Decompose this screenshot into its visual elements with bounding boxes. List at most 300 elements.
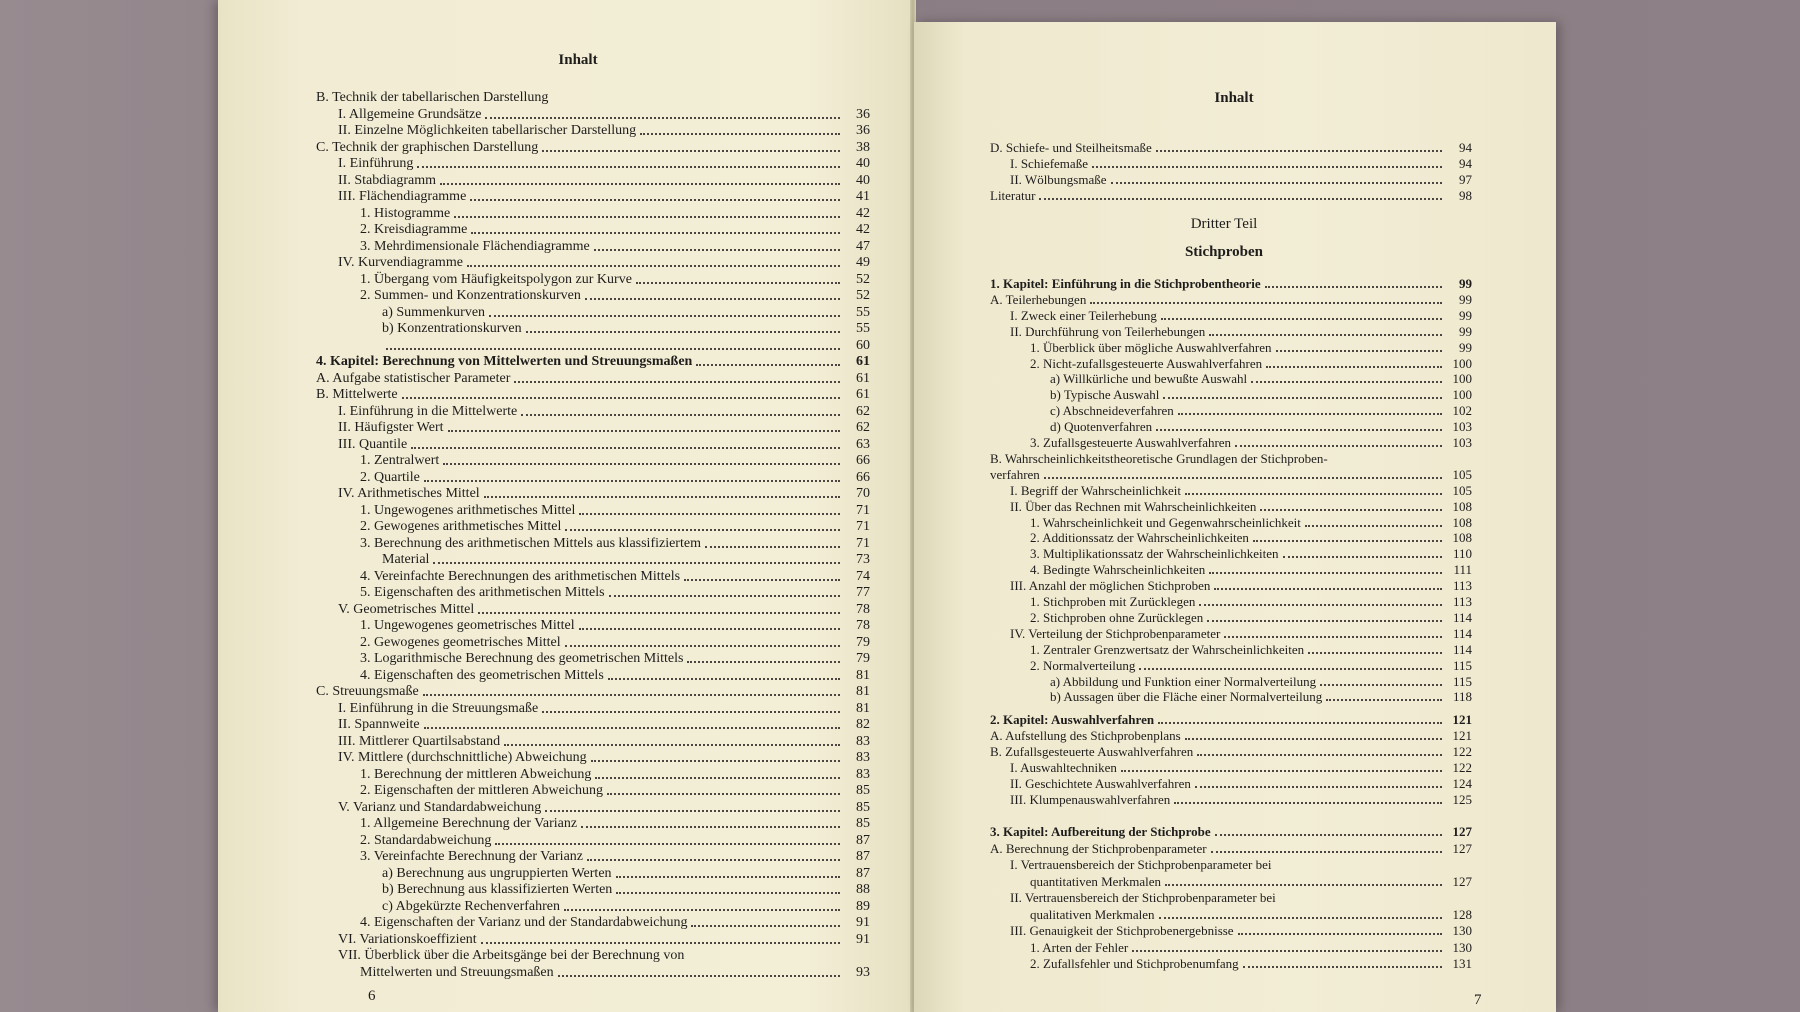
toc-entry-label: 3. Logarithmische Berechnung des geometrischen Mittels (360, 651, 684, 666)
toc-entry-page: 108 (1452, 498, 1472, 514)
toc-entry-page: 94 (1459, 156, 1472, 171)
toc-entry-page: 113 (1452, 594, 1472, 609)
toc-entry-label: 2. Additionssatz der Wahrscheinlichkeiten (1030, 530, 1249, 546)
toc-entry-label: 4. Vereinfachte Berechnungen des arithmetischen Mittels (360, 568, 681, 584)
toc-entry-label: 2. Quartile (360, 469, 420, 485)
toc-leader-dots (1195, 786, 1442, 788)
toc-leader-dots (467, 265, 840, 267)
toc-entry (1030, 940, 1472, 956)
toc-entry-page: 85 (856, 799, 870, 815)
toc-entry-label: a) Abbildung und Funktion einer Normalverteilung (1050, 673, 1317, 689)
toc-entry-page: 87 (856, 849, 870, 864)
toc-entry-label: B. Technik der tabellarischen Darstellung (316, 90, 549, 105)
toc-entry-label: II. Wölbungsmaße (1010, 172, 1107, 187)
toc-entry-label: b) Aussagen über die Fläche einer Normalverteilung (1050, 689, 1323, 705)
toc-entry (338, 717, 870, 733)
toc-entry (360, 816, 870, 832)
toc-entry (360, 503, 870, 519)
toc-entry (338, 255, 870, 271)
toc-entry-page: 93 (856, 964, 870, 980)
toc-leader-dots (1308, 652, 1442, 654)
toc-entry (360, 222, 870, 238)
toc-entry (990, 188, 1472, 204)
toc-leader-dots (565, 529, 840, 531)
toc-entry-label: A. Teilerhebungen (990, 291, 1087, 307)
toc-entry-label: b) Typische Auswahl (1050, 387, 1160, 403)
toc-entry-page: 62 (856, 420, 870, 435)
toc-entry (1010, 857, 1472, 873)
toc-leader-dots (564, 909, 840, 911)
toc-entry (316, 354, 870, 370)
toc-entry (360, 767, 870, 783)
toc-entry (360, 288, 870, 304)
toc-entry (338, 156, 870, 172)
toc-entry-label: 1. Überblick über mögliche Auswahlverfahren (1030, 339, 1272, 355)
toc-entry-label: 1. Stichproben mit Zurücklegen (1030, 594, 1196, 609)
toc-entry-label: 4. Eigenschaften der Varianz und der Standardabweichung (360, 915, 688, 930)
toc-entry-label: 3. Zufallsgesteuerte Auswahlverfahren (1030, 435, 1232, 450)
toc-leader-dots (585, 298, 840, 300)
toc-entry-page: 121 (1452, 712, 1472, 727)
toc-entry-page: 49 (856, 255, 870, 270)
toc-entry (360, 668, 870, 684)
toc-entry (360, 618, 870, 634)
toc-entry-page: 108 (1452, 514, 1472, 530)
part-title: Dritter Teil (1190, 216, 1258, 232)
toc-entry-page: 98 (1459, 188, 1472, 203)
toc-entry-page: 85 (856, 783, 870, 798)
toc-entry-label: VI. Variationskoeffizient (338, 931, 477, 947)
toc-entry-page: 81 (856, 700, 870, 716)
left-page-number: 6 (368, 988, 376, 1004)
toc-entry-page: 115 (1452, 657, 1472, 673)
toc-leader-dots (1214, 588, 1442, 590)
toc-entry-label: III. Genauigkeit der Stichprobenergebnisse (1010, 923, 1234, 938)
toc-entry (338, 189, 870, 205)
toc-entry-label: IV. Kurvendiagramme (338, 255, 463, 270)
toc-entry-label: 5. Eigenschaften des arithmetischen Mittels (360, 585, 605, 600)
toc-entry (316, 387, 870, 403)
toc-entry-label: 2. Kreisdiagramme (360, 222, 468, 237)
toc-entry-page: 103 (1452, 435, 1472, 450)
toc-leader-dots (1161, 318, 1442, 320)
toc-entry-label: III. Flächendiagramme (338, 189, 467, 204)
toc-entry-label: C. Streuungsmaße (316, 684, 419, 699)
toc-leader-dots (1165, 884, 1442, 886)
toc-entry-page: 82 (856, 717, 870, 732)
toc-entry (316, 371, 870, 387)
toc-entry-label: A. Berechnung der Stichprobenparameter (990, 840, 1207, 856)
toc-entry-page: 122 (1452, 760, 1472, 775)
toc-entry (990, 276, 1472, 292)
toc-entry (1050, 387, 1472, 403)
toc-leader-dots (640, 133, 840, 135)
toc-leader-dots (526, 331, 840, 333)
toc-entry-label: IV. Verteilung der Stichprobenparameter (1010, 625, 1221, 641)
toc-entry (316, 90, 870, 106)
toc-entry-page: 78 (856, 601, 870, 617)
toc-entry-label: 2. Gewogenes geometrisches Mittel (360, 634, 561, 650)
toc-entry-page: 81 (856, 667, 870, 683)
toc-entry (1010, 626, 1472, 642)
toc-entry-label: V. Varianz und Standardabweichung (338, 799, 542, 815)
toc-entry-page: 105 (1452, 482, 1472, 498)
toc-leader-dots (484, 496, 840, 498)
toc-entry-label: A. Aufstellung des Stichprobenplans (990, 728, 1181, 743)
toc-entry (990, 744, 1472, 760)
toc-entry-label: b) Konzentrationskurven (382, 321, 522, 336)
toc-entry-page: 66 (856, 453, 870, 468)
toc-entry-label: I. Zweck einer Teilerhebung (1010, 307, 1157, 323)
toc-entry (990, 824, 1472, 840)
toc-entry (338, 173, 870, 189)
toc-entry-label: qualitativen Merkmalen (1030, 906, 1155, 922)
toc-entry (1030, 356, 1472, 372)
toc-entry (1010, 890, 1472, 906)
toc-entry (1010, 923, 1472, 939)
toc-entry-page: 83 (856, 750, 870, 765)
toc-entry-page: 74 (856, 568, 870, 584)
toc-leader-dots (1121, 770, 1442, 772)
toc-leader-dots (471, 232, 840, 234)
right-page-number: 7 (1474, 992, 1482, 1008)
toc-entry-page: 42 (856, 222, 870, 237)
toc-entry-page: 36 (856, 106, 870, 122)
toc-entry (382, 899, 870, 915)
toc-entry-page: 79 (856, 651, 870, 666)
toc-entry-label: 1. Allgemeine Berechnung der Varianz (360, 816, 578, 831)
toc-leader-dots (1215, 834, 1442, 836)
toc-entry-label: a) Willkürliche und bewußte Auswahl (1050, 371, 1248, 387)
toc-entry (360, 833, 870, 849)
toc-leader-dots (1238, 933, 1442, 935)
part-subtitle: Stichproben (1184, 244, 1264, 260)
toc-entry (316, 140, 870, 156)
toc-entry-page: 83 (856, 733, 870, 749)
toc-leader-dots (542, 711, 840, 713)
toc-entry-label: 3. Vereinfachte Berechnung der Varianz (360, 849, 583, 864)
toc-leader-dots (636, 282, 840, 284)
toc-entry-label: 2. Standardabweichung (360, 832, 492, 848)
toc-entry-label: 3. Berechnung des arithmetischen Mittels aus klassifiziertem (360, 535, 701, 551)
toc-leader-dots (454, 216, 840, 218)
toc-entry (1030, 874, 1472, 890)
toc-leader-dots (616, 876, 840, 878)
toc-entry (990, 451, 1472, 467)
toc-leader-dots (1326, 699, 1442, 701)
toc-entry (382, 552, 870, 568)
toc-entry-label: 2. Kapitel: Auswahlverfahren (990, 712, 1155, 727)
toc-entry-label: 1. Übergang vom Häufigkeitspolygon zur Kurve (360, 271, 632, 287)
toc-entry-label: 1. Zentralwert (360, 453, 440, 468)
toc-leader-dots (495, 843, 840, 845)
toc-entry-page: 128 (1452, 906, 1472, 922)
toc-entry-page: 71 (856, 535, 870, 551)
toc-entry (338, 932, 870, 948)
toc-entry (1030, 610, 1472, 626)
toc-leader-dots (521, 414, 840, 416)
toc-entry-page: 42 (856, 205, 870, 221)
toc-entry (360, 783, 870, 799)
toc-leader-dots (504, 744, 840, 746)
toc-entry-page: 105 (1452, 466, 1472, 482)
toc-entry-page: 110 (1452, 546, 1472, 562)
toc-leader-dots (1156, 150, 1442, 152)
toc-entry-page: 71 (856, 519, 870, 534)
toc-entry (360, 470, 870, 486)
toc-entry-label: 1. Wahrscheinlichkeit und Gegenwahrscheinlichkeit (1030, 514, 1301, 530)
toc-entry-page: 85 (856, 816, 870, 831)
toc-entry (382, 338, 870, 354)
toc-entry (1030, 530, 1472, 546)
toc-leader-dots (1158, 722, 1442, 724)
toc-entry-label: 1. Arten der Fehler (1030, 939, 1129, 955)
toc-entry-label: I. Schiefemaße (1010, 156, 1088, 171)
toc-leader-dots (424, 727, 840, 729)
toc-leader-dots (545, 810, 840, 812)
toc-leader-dots (1156, 429, 1442, 431)
toc-leader-dots (1174, 802, 1442, 804)
toc-entry-page: 113 (1452, 578, 1472, 594)
toc-entry (360, 585, 870, 601)
toc-leader-dots (1253, 540, 1442, 542)
toc-leader-dots (579, 628, 840, 630)
toc-leader-dots (595, 777, 840, 779)
toc-entry-label: II. Über das Rechnen mit Wahrscheinlichkeiten (1010, 498, 1257, 514)
toc-entry (1030, 340, 1472, 356)
toc-entry-label: B. Wahrscheinlichkeitstheoretische Grundlagen der Stichproben- (990, 450, 1328, 466)
toc-leader-dots (1199, 604, 1442, 606)
toc-entry-page: 131 (1452, 956, 1472, 971)
toc-leader-dots (1111, 182, 1442, 184)
toc-entry (1030, 594, 1472, 610)
toc-leader-dots (485, 117, 840, 119)
toc-entry-page: 79 (856, 634, 870, 650)
toc-entry (1010, 760, 1472, 776)
toc-entry (1010, 776, 1472, 792)
toc-leader-dots (1260, 509, 1442, 511)
toc-entry-page: 130 (1452, 939, 1472, 955)
toc-entry-page: 125 (1452, 792, 1472, 807)
toc-leader-dots (423, 694, 840, 696)
toc-entry-page: 99 (1459, 323, 1472, 339)
toc-entry (338, 750, 870, 766)
toc-entry (360, 569, 870, 585)
toc-leader-dots (440, 183, 840, 185)
toc-entry-label: Literatur (990, 188, 1036, 203)
toc-entry (1010, 483, 1472, 499)
toc-entry-page: 73 (856, 552, 870, 567)
toc-entry-label: 1. Ungewogenes geometrisches Mittel (360, 618, 575, 633)
toc-leader-dots (1276, 350, 1442, 352)
toc-leader-dots (1092, 166, 1442, 168)
toc-entry (1010, 324, 1472, 340)
toc-leader-dots (402, 397, 840, 399)
toc-entry-label: verfahren (990, 466, 1040, 482)
toc-entry (360, 239, 870, 255)
toc-entry (338, 420, 870, 436)
toc-entry-label: c) Abschneideverfahren (1050, 403, 1174, 419)
toc-entry-page: 100 (1452, 387, 1472, 403)
toc-entry-page: 91 (856, 915, 870, 930)
toc-entry-label: V. Geometrisches Mittel (338, 601, 475, 617)
toc-entry-page: 127 (1452, 840, 1472, 856)
toc-leader-dots (1224, 636, 1442, 638)
toc-entry-label: C. Technik der graphischen Darstellung (316, 139, 539, 155)
toc-entry-label: c) Abgekürzte Rechenverfahren (382, 898, 561, 914)
toc-leader-dots (443, 463, 840, 465)
toc-entry-page: 66 (856, 469, 870, 485)
toc-entry (1030, 956, 1472, 972)
toc-entry-label: III. Anzahl der möglichen Stichproben (1010, 578, 1211, 594)
toc-entry-page: 61 (856, 370, 870, 386)
toc-entry-page: 55 (856, 321, 870, 336)
toc-entry-page: 94 (1459, 140, 1472, 155)
toc-entry (360, 915, 870, 931)
toc-leader-dots (481, 942, 840, 944)
toc-entry-page: 52 (856, 288, 870, 303)
toc-entry (338, 701, 870, 717)
toc-entry-page: 62 (856, 403, 870, 419)
toc-entry (316, 684, 870, 700)
toc-entry-page: 122 (1452, 744, 1472, 759)
toc-leader-dots (1211, 851, 1442, 853)
toc-entry-label: II. Vertrauensbereich der Stichprobenparameter bei (1010, 890, 1276, 905)
toc-entry-page: 60 (856, 337, 870, 353)
toc-leader-dots (1283, 556, 1442, 558)
toc-entry (1050, 689, 1472, 705)
toc-entry (360, 635, 870, 651)
toc-entry (1030, 642, 1472, 658)
toc-entry-label: III. Mittlerer Quartilsabstand (338, 733, 501, 749)
toc-leader-dots (1207, 620, 1442, 622)
toc-leader-dots (1178, 413, 1442, 415)
toc-entry-page: 114 (1452, 625, 1472, 641)
toc-entry-label: 2. Gewogenes arithmetisches Mittel (360, 519, 562, 534)
toc-entry-label: I. Vertrauensbereich der Stichprobenparameter bei (1010, 857, 1272, 872)
toc-leader-dots (1265, 286, 1442, 288)
left-page-header: Inhalt (558, 52, 598, 68)
toc-entry-page: 78 (856, 618, 870, 633)
toc-entry-page: 99 (1459, 291, 1472, 307)
toc-leader-dots (591, 760, 840, 762)
toc-entry (338, 734, 870, 750)
toc-entry-label: Material (382, 552, 430, 567)
toc-entry-label: 2. Eigenschaften der mittleren Abweichung (360, 783, 603, 798)
toc-entry-label: II. Einzelne Möglichkeiten tabellarischer Darstellung (338, 123, 637, 138)
toc-entry-page: 100 (1452, 355, 1472, 371)
toc-entry-page: 77 (856, 585, 870, 600)
toc-leader-dots (607, 793, 840, 795)
toc-entry (338, 404, 870, 420)
toc-leader-dots (687, 661, 840, 663)
toc-leader-dots (1185, 738, 1442, 740)
toc-entry-page: 127 (1452, 824, 1472, 839)
left-page (218, 0, 912, 1012)
toc-entry-page: 41 (856, 189, 870, 204)
toc-entry-page: 111 (1453, 562, 1472, 578)
toc-entry-label: I. Einführung in die Mittelwerte (338, 403, 518, 419)
toc-entry-page: 114 (1452, 641, 1472, 657)
toc-leader-dots (1159, 917, 1442, 919)
toc-leader-dots (1235, 445, 1442, 447)
toc-entry-label: 1. Kapitel: Einführung in die Stichprobentheorie (990, 276, 1261, 291)
toc-entry (990, 712, 1472, 728)
toc-entry-label: II. Durchführung von Teilerhebungen (1010, 323, 1206, 339)
toc-entry-page: 71 (856, 502, 870, 518)
toc-leader-dots (1090, 302, 1442, 304)
toc-entry-label: 4. Eigenschaften des geometrischen Mittels (360, 667, 604, 683)
toc-leader-dots (1185, 493, 1442, 495)
toc-entry (1030, 562, 1472, 578)
toc-entry-page: 87 (856, 865, 870, 881)
toc-entry-page: 99 (1459, 339, 1472, 355)
toc-entry-page: 40 (856, 156, 870, 171)
toc-entry (382, 305, 870, 321)
toc-entry-label: I. Auswahltechniken (1010, 760, 1117, 775)
toc-entry-page: 118 (1452, 689, 1472, 705)
toc-entry-page: 130 (1452, 923, 1472, 938)
toc-entry-label: D. Schiefe- und Steilheitsmaße (990, 140, 1152, 155)
toc-entry-label: b) Berechnung aus klassifizierten Werten (382, 882, 613, 897)
toc-entry (360, 965, 870, 981)
toc-entry (1010, 578, 1472, 594)
toc-entry-page: 52 (856, 271, 870, 287)
toc-entry-label: II. Geschichtete Auswahlverfahren (1010, 776, 1191, 791)
toc-entry (990, 728, 1472, 744)
toc-entry-label: 2. Nicht-zufallsgesteuerte Auswahlverfahren (1030, 355, 1263, 371)
toc-leader-dots (1320, 684, 1442, 686)
toc-leader-dots (514, 381, 840, 383)
toc-entry-label: 4. Kapitel: Berechnung von Mittelwerten und Streuungsmaßen (316, 354, 693, 369)
toc-entry-label: 2. Normalverteilung (1030, 657, 1136, 673)
toc-entry-label: II. Spannweite (338, 717, 420, 732)
toc-entry-label: II. Häufigster Wert (338, 420, 444, 435)
toc-leader-dots (1197, 754, 1442, 756)
toc-entry-label: I. Allgemeine Grundsätze (338, 106, 482, 122)
toc-leader-dots (581, 826, 840, 828)
toc-entry (360, 519, 870, 535)
toc-entry-label: IV. Arithmetisches Mittel (338, 486, 480, 501)
toc-entry-label: quantitativen Merkmalen (1030, 873, 1162, 889)
toc-entry (338, 602, 870, 618)
toc-entry-page: 102 (1452, 403, 1472, 419)
toc-entry (1030, 907, 1472, 923)
toc-entry-label: 1. Ungewogenes arithmetisches Mittel (360, 502, 576, 518)
toc-entry-label: A. Aufgabe statistischer Parameter (316, 370, 511, 386)
toc-entry-page: 63 (856, 436, 870, 452)
toc-leader-dots (1209, 334, 1442, 336)
toc-leader-dots (470, 199, 840, 201)
toc-entry (1050, 371, 1472, 387)
toc-entry-label: III. Quantile (338, 436, 408, 452)
toc-entry-page: 99 (1459, 307, 1472, 323)
toc-entry (338, 437, 870, 453)
toc-entry (360, 849, 870, 865)
toc-leader-dots (1132, 950, 1442, 952)
toc-entry (1010, 308, 1472, 324)
toc-leader-dots (1044, 477, 1442, 479)
toc-leader-dots (608, 678, 840, 680)
toc-leader-dots (594, 249, 840, 251)
toc-entry (382, 882, 870, 898)
toc-entry-label: IV. Mittlere (durchschnittliche) Abweichung (338, 750, 587, 765)
toc-entry (990, 841, 1472, 857)
toc-entry-label: a) Berechnung aus ungruppierten Werten (382, 865, 612, 881)
toc-leader-dots (1039, 198, 1442, 200)
toc-entry-page: 47 (856, 238, 870, 254)
toc-entry (360, 536, 870, 552)
